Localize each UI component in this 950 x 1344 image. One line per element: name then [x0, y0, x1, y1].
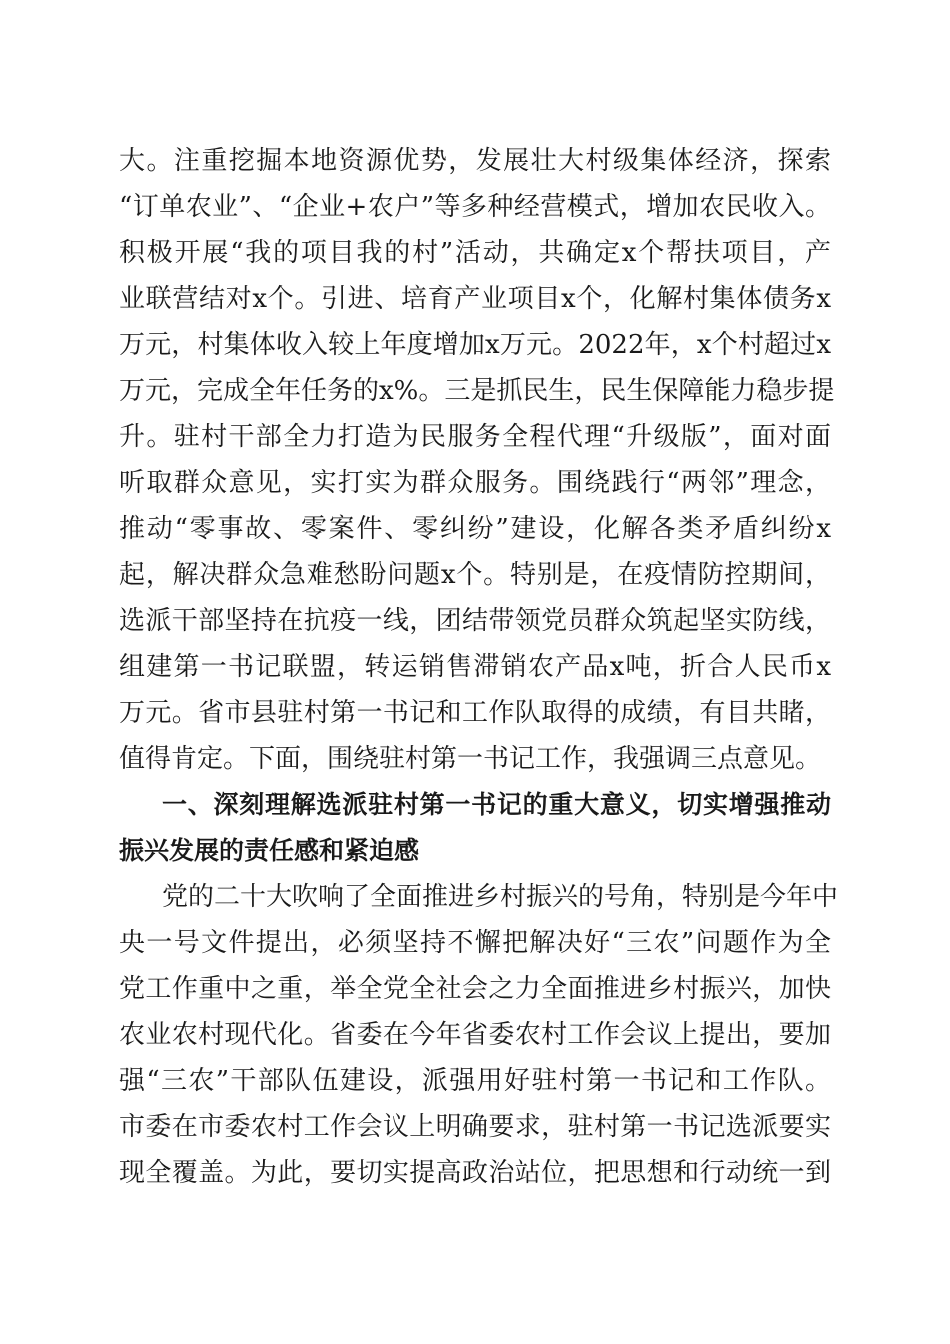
- text-line: 万元，村集体收入较上年度增加x万元。2022年，x个村超过x: [119, 330, 831, 360]
- text-line: 组建第一书记联盟，转运销售滞销农产品x吨，折合人民币x: [119, 652, 831, 682]
- text-line: 推动“零事故、零案件、零纠纷”建设，化解各类矛盾纠纷x: [119, 514, 831, 544]
- text-line: “订单农业”、“企业+农户”等多种经营模式，增加农民收入。: [119, 192, 831, 222]
- text-line: 升。驻村干部全力打造为民服务全程代理“升级版”，面对面: [119, 422, 831, 452]
- text-line: 听取群众意见，实打实为群众服务。围绕践行“两邻”理念，: [119, 468, 831, 498]
- text-line: 央一号文件提出，必须坚持不懈把解决好“三农”问题作为全: [119, 928, 831, 958]
- text-line: 业联营结对x个。引进、培育产业项目x个，化解村集体债务x: [119, 284, 831, 314]
- text-line: 党工作重中之重，举全党全社会之力全面推进乡村振兴，加快: [119, 974, 831, 1004]
- text-line: 万元。省市县驻村第一书记和工作队取得的成绩，有目共睹，: [119, 698, 831, 728]
- text-line: 党的二十大吹响了全面推进乡村振兴的号角，特别是今年中: [162, 882, 839, 912]
- text-line: 市委在市委农村工作会议上明确要求，驻村第一书记选派要实: [119, 1112, 831, 1142]
- text-line: 农业农村现代化。省委在今年省委农村工作会议上提出，要加: [119, 1020, 831, 1050]
- heading-line: 振兴发展的责任感和紧迫感: [119, 836, 420, 865]
- text-line: 现全覆盖。为此，要切实提高政治站位，把思想和行动统一到: [119, 1158, 831, 1188]
- text-line: 大。注重挖掘本地资源优势，发展壮大村级集体经济，探索: [119, 146, 831, 176]
- heading-line: 一、深刻理解选派驻村第一书记的重大意义，切实增强推动: [162, 790, 831, 819]
- text-line: 强“三农”干部队伍建设，派强用好驻村第一书记和工作队。: [119, 1066, 831, 1096]
- text-line: 选派干部坚持在抗疫一线，团结带领党员群众筑起坚实防线，: [119, 606, 831, 636]
- text-line: 值得肯定。下面，围绕驻村第一书记工作，我强调三点意见。: [119, 744, 822, 774]
- text-line: 积极开展“我的项目我的村”活动，共确定x个帮扶项目，产: [119, 238, 831, 268]
- text-line: 起，解决群众急难愁盼问题x个。特别是，在疫情防控期间，: [119, 560, 831, 590]
- text-line: 万元，完成全年任务的x%。三是抓民生，民生保障能力稳步提: [119, 376, 835, 406]
